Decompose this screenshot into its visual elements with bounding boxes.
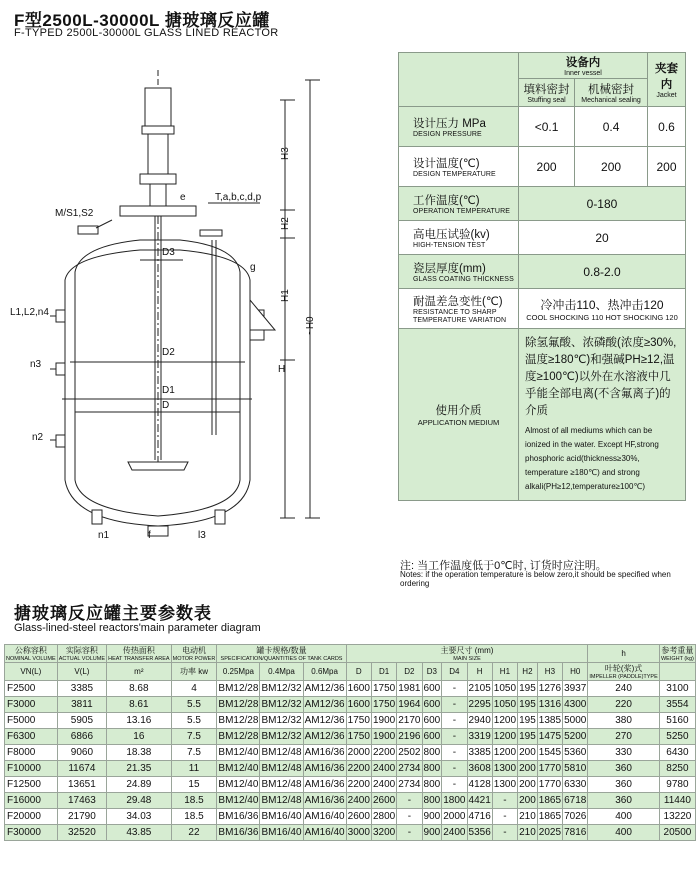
table-cell: 7.5 (171, 745, 217, 761)
table-cell: 8250 (659, 761, 695, 777)
table-cell: 1050 (492, 681, 517, 697)
label-tabcd: T,a,b,c,d,p (215, 192, 262, 203)
table-cell: F3000 (5, 697, 58, 713)
table-cell: 4128 (467, 777, 492, 793)
table-cell: 195 (518, 729, 538, 745)
table-cell: - (442, 697, 467, 713)
table-cell: 200 (518, 761, 538, 777)
table-cell: BM12/28 (217, 697, 260, 713)
table-cell: - (442, 681, 467, 697)
table-cell: BM16/36 (217, 809, 260, 825)
table-cell: F16000 (5, 793, 58, 809)
table-cell: 5356 (467, 825, 492, 841)
table-cell: 1200 (492, 745, 517, 761)
table-cell: 2800 (371, 809, 396, 825)
table-cell: AM12/36 (303, 713, 346, 729)
table-cell: F2500 (5, 681, 58, 697)
table-cell: 3937 (563, 681, 588, 697)
table-cell: 1475 (537, 729, 562, 745)
table-cell: 3200 (371, 825, 396, 841)
table-cell: BM12/48 (260, 761, 303, 777)
table-cell: 2940 (467, 713, 492, 729)
label-g: g (250, 262, 256, 273)
parameter-rows (5, 681, 696, 841)
table-cell: 360 (588, 761, 660, 777)
table-cell: 1385 (537, 713, 562, 729)
table-cell: 11674 (57, 761, 106, 777)
table-cell: 34.03 (107, 809, 172, 825)
table-cell: 1600 (346, 681, 371, 697)
dim-h2: H2 (280, 217, 291, 230)
dim-h: H (278, 364, 286, 375)
table-cell: - (492, 809, 517, 825)
table-cell: 1600 (346, 697, 371, 713)
parameter-table: 公称容积 NOMINAL VOLUME 实际容积 ACTUAL VOLUME 传热面积 HEAT TRANSFER AREA 电动机 MOTOR POWER 罐卡规格/数量 SPECIFICATION/QUANTITIES OF TANK CARDS 主要尺寸 (mm) MAIN SIZE h 参考重量 WEIGHT (kg) 0.25Mpa 0.4Mpa 0.6Mpa D D1 D2 D3 D4 H H1 H2 H3 H0 叶轮(桨)式 IMPELLER (PADDLE)TYPE VN(L) V(L) m² 功率 kw F2500 3385 8.68 4 BM12/28 BM12/32 AM12/36 1600 1750 1981 600 - 2105 1050 195 1276 3937 240 3100 F3000 3811 8.61 5.5 BM12/28 BM12/32 AM12/36 1600 1750 1964 600 - 2295 1050 195 1316 4300 220 3554 F5000 5905 13.16 5.5 BM12/28 BM12/32 AM12/36 1750 1900 2170 600 - 2940 1200 195 1385 5000 380 5160 F6300 6866 16 7.5 BM12/28 BM12/32 AM12/36 1750 1900 2196 600 - 3319 1200 195 1475 5200 270 5250 F8000 9060 18.38 7.5 BM12/40 BM12/48 AM16/36 2000 2200 2502 800 - 3385 1200 200 1545 5360 330 6430 F10000 11674 21.35 11 BM12/40 BM12/48 AM16/36 2200 2400 2734 800 - 3608 1300 200 1770 5810 360 8250 F12500 13651 24.89 15 BM12/40 BM12/48 AM16/36 2200 2400 2734 800 - 4128 1300 200 1770 6330 360 9780 F16000 17463 29.48 18.5 BM12/40 BM12/48 AM16/36 2400 2600 - 800 1800 4421 - 200 1865 6718 360 11440 F20000 21790 34.03 18.5 BM16/36 BM16/40 AM16/40 2600 2800 - 900 2000 4716 - 210 1865 7026 400 13220 F30000 32520 43.85 22 BM16/36 BM16/40 AM16/40 3000 3200 - 900 2400 5356 - 210 2025 7816 400 20500 (4, 644, 696, 841)
label-f: f (148, 530, 151, 540)
table-cell: AM16/40 (303, 825, 346, 841)
label-l3: l3 (198, 530, 206, 540)
table-cell: 195 (518, 713, 538, 729)
label-n3: n3 (30, 359, 42, 370)
table-cell: 6330 (563, 777, 588, 793)
table-cell: 195 (518, 681, 538, 697)
note-en: Notes: if the operation temperature is below zero,it should be specified when ordering (400, 570, 671, 588)
table-cell: BM12/40 (217, 761, 260, 777)
table-cell: F5000 (5, 713, 58, 729)
table-cell: 800 (422, 777, 442, 793)
table-cell: 2200 (346, 761, 371, 777)
table-cell: 6430 (659, 745, 695, 761)
table-cell: F10000 (5, 761, 58, 777)
application-medium-label: 使用介质 (435, 405, 482, 417)
coating-thickness-label: 瓷层厚度(mm) (413, 262, 486, 275)
params-subtitle: Glass-lined-steel reactors'main parameter diagram (14, 622, 261, 634)
table-cell: AM16/36 (303, 793, 346, 809)
table-cell: BM12/40 (217, 793, 260, 809)
table-cell: 600 (422, 729, 442, 745)
design-temp-mechanical: 200 (575, 147, 648, 187)
dim-h3: H3 (280, 147, 291, 160)
table-cell: - (442, 761, 467, 777)
table-cell: 9060 (57, 745, 106, 761)
table-cell: 5905 (57, 713, 106, 729)
label-n1: n1 (98, 530, 110, 540)
table-cell: BM12/28 (217, 729, 260, 745)
table-cell: 3385 (467, 745, 492, 761)
table-cell: AM12/36 (303, 681, 346, 697)
table-cell: 8.61 (107, 697, 172, 713)
table-row (5, 761, 696, 777)
design-temp-jacket: 200 (648, 147, 686, 187)
table-cell: 200 (518, 777, 538, 793)
table-cell: 1865 (537, 793, 562, 809)
thermal-shock-value: 冷冲击110、热冲击120 (540, 297, 664, 312)
table-cell: 15 (171, 777, 217, 793)
table-cell: 3811 (57, 697, 106, 713)
table-cell: 800 (422, 761, 442, 777)
application-medium-cn: 除氢氟酸、浓磷酸(浓度≥30%,温度≥180℃)和强碱PH≥12,温度≥100℃)以外在水溶液中几乎能全部电离(不含氟离子)的介质 (525, 337, 677, 417)
table-cell: 5160 (659, 713, 695, 729)
table-cell: BM12/40 (217, 777, 260, 793)
table-cell: 800 (422, 793, 442, 809)
table-cell: - (442, 745, 467, 761)
table-cell: 900 (422, 809, 442, 825)
table-cell: 1770 (537, 777, 562, 793)
table-cell: 4716 (467, 809, 492, 825)
table-cell: 2295 (467, 697, 492, 713)
coating-thickness-value: 0.8-2.0 (519, 255, 686, 289)
table-cell: 13.16 (107, 713, 172, 729)
note-cn: 注: 当工作温度低于0℃时, 订货时应注明。 (400, 560, 607, 572)
table-cell: 5200 (563, 729, 588, 745)
table-cell: BM16/40 (260, 809, 303, 825)
table-cell: BM16/40 (260, 825, 303, 841)
table-cell: 3608 (467, 761, 492, 777)
table-cell: 380 (588, 713, 660, 729)
table-cell: 2400 (371, 777, 396, 793)
page-subtitle: F-TYPED 2500L-30000L GLASS LINED REACTOR (14, 27, 279, 39)
mechanical-seal-header: 机械密封 (588, 84, 635, 96)
high-tension-value: 20 (519, 221, 686, 255)
table-cell: 220 (588, 697, 660, 713)
table-cell: - (442, 729, 467, 745)
page-title: F型2500L-30000L 搪玻璃反应罐 (14, 11, 270, 30)
table-cell: 2600 (371, 793, 396, 809)
design-temp-label: 设计温度(℃) (413, 157, 480, 170)
table-cell: F30000 (5, 825, 58, 841)
table-cell: 21790 (57, 809, 106, 825)
table-cell: F8000 (5, 745, 58, 761)
table-cell: 3319 (467, 729, 492, 745)
table-cell: 5000 (563, 713, 588, 729)
label-ms: M/S1,S2 (55, 208, 94, 219)
table-cell: 5250 (659, 729, 695, 745)
table-cell: 13220 (659, 809, 695, 825)
high-tension-label: 高电压试验(kv) (413, 228, 490, 241)
label-n2: n2 (32, 432, 44, 443)
table-cell: 1900 (371, 729, 396, 745)
table-cell: 2200 (346, 777, 371, 793)
table-cell: 600 (422, 713, 442, 729)
table-cell: F6300 (5, 729, 58, 745)
table-cell: 18.5 (171, 793, 217, 809)
table-cell: 3554 (659, 697, 695, 713)
table-cell: 900 (422, 825, 442, 841)
table-row (5, 793, 696, 809)
table-cell: - (442, 713, 467, 729)
table-cell: 4300 (563, 697, 588, 713)
table-cell: 2400 (442, 825, 467, 841)
operation-temp-label: 工作温度(℃) (413, 194, 480, 207)
table-cell: 16 (107, 729, 172, 745)
table-cell: - (397, 793, 422, 809)
table-cell: 2000 (346, 745, 371, 761)
table-cell: 22 (171, 825, 217, 841)
table-cell: 1050 (492, 697, 517, 713)
table-cell: BM12/28 (217, 681, 260, 697)
table-cell: 43.85 (107, 825, 172, 841)
table-cell: 210 (518, 825, 538, 841)
table-cell: - (397, 809, 422, 825)
table-cell: 2105 (467, 681, 492, 697)
table-row (5, 713, 696, 729)
dim-h1: H1 (280, 289, 291, 302)
table-cell: 2025 (537, 825, 562, 841)
table-cell: 1300 (492, 777, 517, 793)
table-cell: AM16/36 (303, 777, 346, 793)
table-cell: 1750 (371, 697, 396, 713)
table-cell: 1750 (371, 681, 396, 697)
design-pressure-mechanical: 0.4 (575, 107, 648, 147)
table-cell: 600 (422, 681, 442, 697)
design-pressure-jacket: 0.6 (648, 107, 686, 147)
table-cell: 11 (171, 761, 217, 777)
table-row (5, 681, 696, 697)
table-cell: AM16/36 (303, 745, 346, 761)
reactor-drawing (0, 40, 395, 540)
table-cell: 1800 (442, 793, 467, 809)
table-cell: 210 (518, 809, 538, 825)
table-cell: - (492, 825, 517, 841)
jacket-header: 夹套内 (655, 63, 678, 91)
table-cell: 18.5 (171, 809, 217, 825)
design-temp-stuffing: 200 (519, 147, 575, 187)
table-cell: 1865 (537, 809, 562, 825)
table-cell: 600 (422, 697, 442, 713)
table-cell: 195 (518, 697, 538, 713)
stuffing-seal-header: 填料密封 (523, 84, 570, 96)
table-cell: BM12/32 (260, 729, 303, 745)
table-cell: 8.68 (107, 681, 172, 697)
table-cell: BM16/36 (217, 825, 260, 841)
table-row (5, 825, 696, 841)
table-cell: 4421 (467, 793, 492, 809)
table-cell: 24.89 (107, 777, 172, 793)
table-row (5, 777, 696, 793)
table-cell: 21.35 (107, 761, 172, 777)
table-row (5, 809, 696, 825)
thermal-shock-label: 耐温差急变性(℃) (413, 295, 503, 308)
table-cell: 5810 (563, 761, 588, 777)
table-cell: 2170 (397, 713, 422, 729)
table-cell: 800 (422, 745, 442, 761)
table-cell: 17463 (57, 793, 106, 809)
table-cell: 1900 (371, 713, 396, 729)
table-row (5, 697, 696, 713)
table-cell: AM16/40 (303, 809, 346, 825)
label-d: D (162, 400, 170, 411)
operation-temp-value: 0-180 (519, 187, 686, 221)
table-cell: 200 (518, 745, 538, 761)
table-cell: 1981 (397, 681, 422, 697)
design-spec-table: 设备内 Inner vessel 夹套内 Jacket 填料密封 Stuffing seal 机械密封 Mechanical sealing 设计压力 MPa DESIGN PRESSURE <0.1 0.4 0.6 设计温度(℃) DESIGN TEMPERATURE 200 200 200 工作温度(℃) OPERATION TEMPERATURE 0-180 高电压试验(kv) HIGH-TENSION TEST 20 瓷层厚度(mm) GLASS COATING THICKNESS 0.8-2.0 耐温差急变性(℃) RESISTANCE TO SHARP TEMPERATURE VARIATION 冷冲击110、热冲击120 COOL SHOCKING 110 HOT SHOCKING 120 使用介质 APPLICATION MEDIUM 除氢氟酸、浓磷酸(浓度≥30%,温度≥180℃)和强碱PH≥12,温度≥100℃)以外在水溶液中几乎能全部电离(不含氟离子)的介质 Almost of all mediums which can be ionized in the water. Except HF,strong phosphoric acid(thickness≥30%, temperature ≥180℃) and strong alkali(PH≥12,temperature≥100℃) (398, 52, 686, 501)
params-title: 搪玻璃反应罐主要参数表 (14, 604, 212, 623)
table-cell: 3100 (659, 681, 695, 697)
table-cell: 1200 (492, 713, 517, 729)
design-pressure-label: 设计压力 MPa (413, 117, 486, 130)
table-cell: 200 (518, 793, 538, 809)
table-cell: 9780 (659, 777, 695, 793)
table-row (5, 729, 696, 745)
table-cell: 2600 (346, 809, 371, 825)
table-cell: 1276 (537, 681, 562, 697)
table-cell: 1316 (537, 697, 562, 713)
table-cell: BM12/48 (260, 777, 303, 793)
table-cell: 1545 (537, 745, 562, 761)
table-cell: 4 (171, 681, 217, 697)
table-cell: 360 (588, 793, 660, 809)
application-medium-en: Almost of all mediums which can be ionized in the water. Except HF,strong phosphoric acid(thickness≥30%, temperature ≥180℃) and strong alkali(PH≥12,temperature≥100℃) (525, 426, 659, 491)
table-cell: 3000 (346, 825, 371, 841)
table-cell: 7026 (563, 809, 588, 825)
table-cell: BM12/48 (260, 745, 303, 761)
table-cell: 2734 (397, 761, 422, 777)
table-cell: 20500 (659, 825, 695, 841)
label-e: e (180, 192, 186, 203)
table-cell: 5.5 (171, 713, 217, 729)
table-cell: - (397, 825, 422, 841)
table-cell: 1770 (537, 761, 562, 777)
table-cell: 18.38 (107, 745, 172, 761)
table-cell: BM12/32 (260, 713, 303, 729)
table-cell: 11440 (659, 793, 695, 809)
table-cell: 400 (588, 809, 660, 825)
table-cell: 400 (588, 825, 660, 841)
table-cell: 2196 (397, 729, 422, 745)
table-cell: 13651 (57, 777, 106, 793)
table-cell: 1200 (492, 729, 517, 745)
table-cell: 2200 (371, 745, 396, 761)
table-cell: 6718 (563, 793, 588, 809)
table-cell: 360 (588, 777, 660, 793)
table-cell: 5.5 (171, 697, 217, 713)
label-d2: D2 (162, 347, 175, 358)
table-cell: 32520 (57, 825, 106, 841)
table-cell: 7816 (563, 825, 588, 841)
table-cell: BM12/32 (260, 697, 303, 713)
table-cell: BM12/28 (217, 713, 260, 729)
table-cell: AM16/36 (303, 761, 346, 777)
table-cell: 29.48 (107, 793, 172, 809)
design-pressure-stuffing: <0.1 (519, 107, 575, 147)
table-cell: 1750 (346, 713, 371, 729)
table-row (5, 745, 696, 761)
table-cell: - (442, 777, 467, 793)
table-cell: 2400 (371, 761, 396, 777)
table-cell: 3385 (57, 681, 106, 697)
table-cell: 6866 (57, 729, 106, 745)
table-cell: AM12/36 (303, 697, 346, 713)
table-cell: 270 (588, 729, 660, 745)
table-cell: 2502 (397, 745, 422, 761)
table-cell: AM12/36 (303, 729, 346, 745)
table-cell: 5360 (563, 745, 588, 761)
table-cell: 1750 (346, 729, 371, 745)
table-cell: BM12/48 (260, 793, 303, 809)
table-cell: F20000 (5, 809, 58, 825)
table-cell: 240 (588, 681, 660, 697)
table-cell: 330 (588, 745, 660, 761)
table-cell: BM12/40 (217, 745, 260, 761)
table-cell: 2000 (442, 809, 467, 825)
label-d3: D3 (162, 247, 175, 258)
dim-h0: ~H0 (305, 316, 316, 335)
table-cell: - (492, 793, 517, 809)
table-cell: 1300 (492, 761, 517, 777)
inner-vessel-header: 设备内 (565, 57, 601, 69)
table-cell: 1964 (397, 697, 422, 713)
table-cell: 7.5 (171, 729, 217, 745)
label-d1: D1 (162, 385, 175, 396)
table-cell: 2400 (346, 793, 371, 809)
table-cell: F12500 (5, 777, 58, 793)
table-cell: 2734 (397, 777, 422, 793)
label-l: L1,L2,n4 (10, 307, 49, 318)
table-cell: BM12/32 (260, 681, 303, 697)
